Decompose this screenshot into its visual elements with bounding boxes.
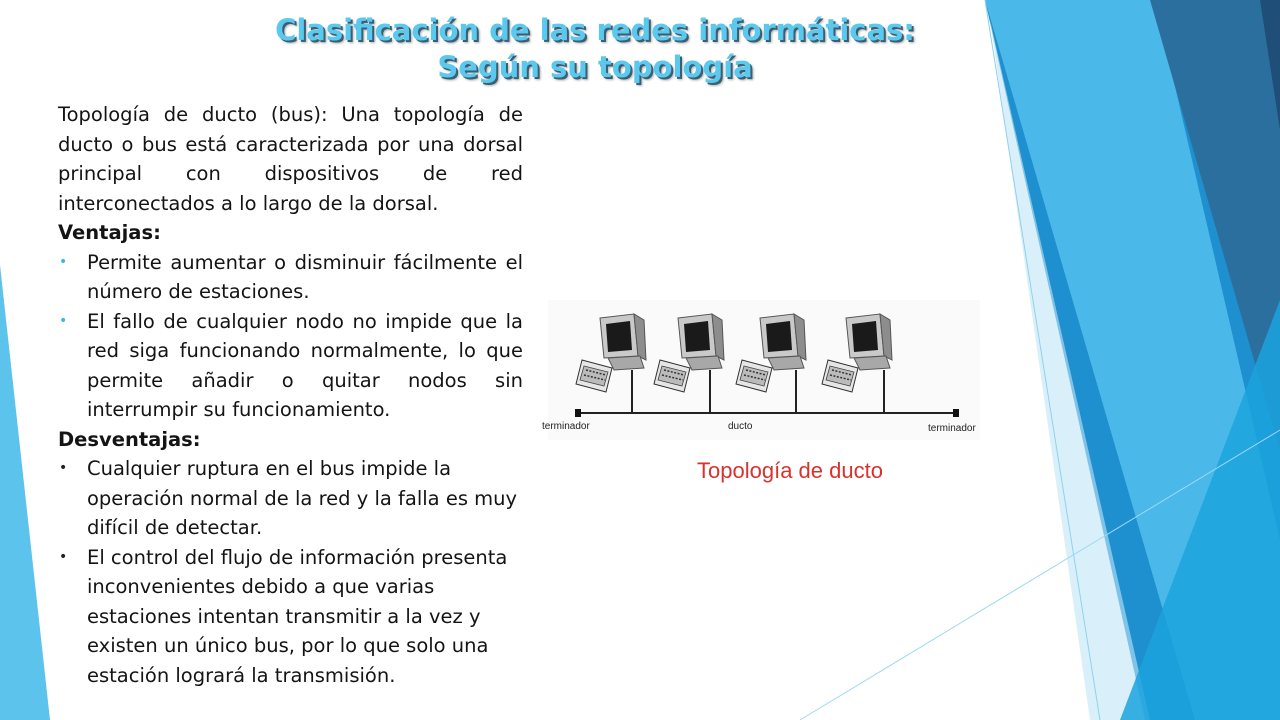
bullet-icon: •: [59, 548, 68, 565]
computer-icon: [654, 314, 724, 392]
list-item-text: Permite aumentar o disminuir fácilmente el número de estaciones.: [87, 250, 523, 303]
list-item-text: El control del flujo de información presenta inconvenientes debido a que varias estaciones intentan transmitir a la vez y existen un único bus, por lo que solo una estación logrará la transmisión.: [87, 545, 508, 687]
ventajas-heading: Ventajas:: [58, 221, 161, 244]
bullet-icon: •: [59, 312, 68, 329]
bullet-icon: •: [59, 253, 68, 270]
slide-title: [170, 12, 1020, 86]
list-item: [58, 248, 523, 307]
computer-icon: [822, 314, 892, 392]
desventajas-heading: Desventajas:: [58, 427, 201, 451]
bus-topology-diagram: [542, 300, 980, 440]
list-item: [58, 454, 523, 543]
list-item-text: El fallo de cualquier nodo no impide que la red siga funcionando normalmente, lo que permite añadir o quitar nodos sin interrumpir su funcionamiento.: [87, 309, 523, 421]
slide-body: [58, 100, 523, 690]
bus-diagram-svg: [542, 300, 980, 440]
terminator-label-right: terminador: [928, 423, 976, 434]
bus-label: ducto: [728, 421, 753, 432]
list-item: [58, 543, 523, 691]
list-item: [58, 307, 523, 425]
title-line-1: Clasificación de las redes informáticas:: [275, 13, 915, 47]
bullet-icon: •: [59, 460, 68, 476]
ventajas-list: [58, 248, 523, 425]
intro-paragraph: Topología de ducto (bus): Una topología de ducto o bus está caracterizada por una dorsal principal con dispositivos de red interconectados a lo largo de la dorsal.: [58, 103, 523, 215]
diagram-caption: Topología de ducto: [697, 458, 883, 483]
list-item-text: Cualquier ruptura en el bus impide la operación normal de la red y la falla es muy difícil de detectar.: [87, 457, 518, 539]
computer-icon: [576, 314, 646, 392]
desventajas-list: [58, 454, 523, 690]
terminator-label-left: terminador: [542, 421, 590, 432]
title-line-2: Según su topología: [437, 50, 753, 84]
